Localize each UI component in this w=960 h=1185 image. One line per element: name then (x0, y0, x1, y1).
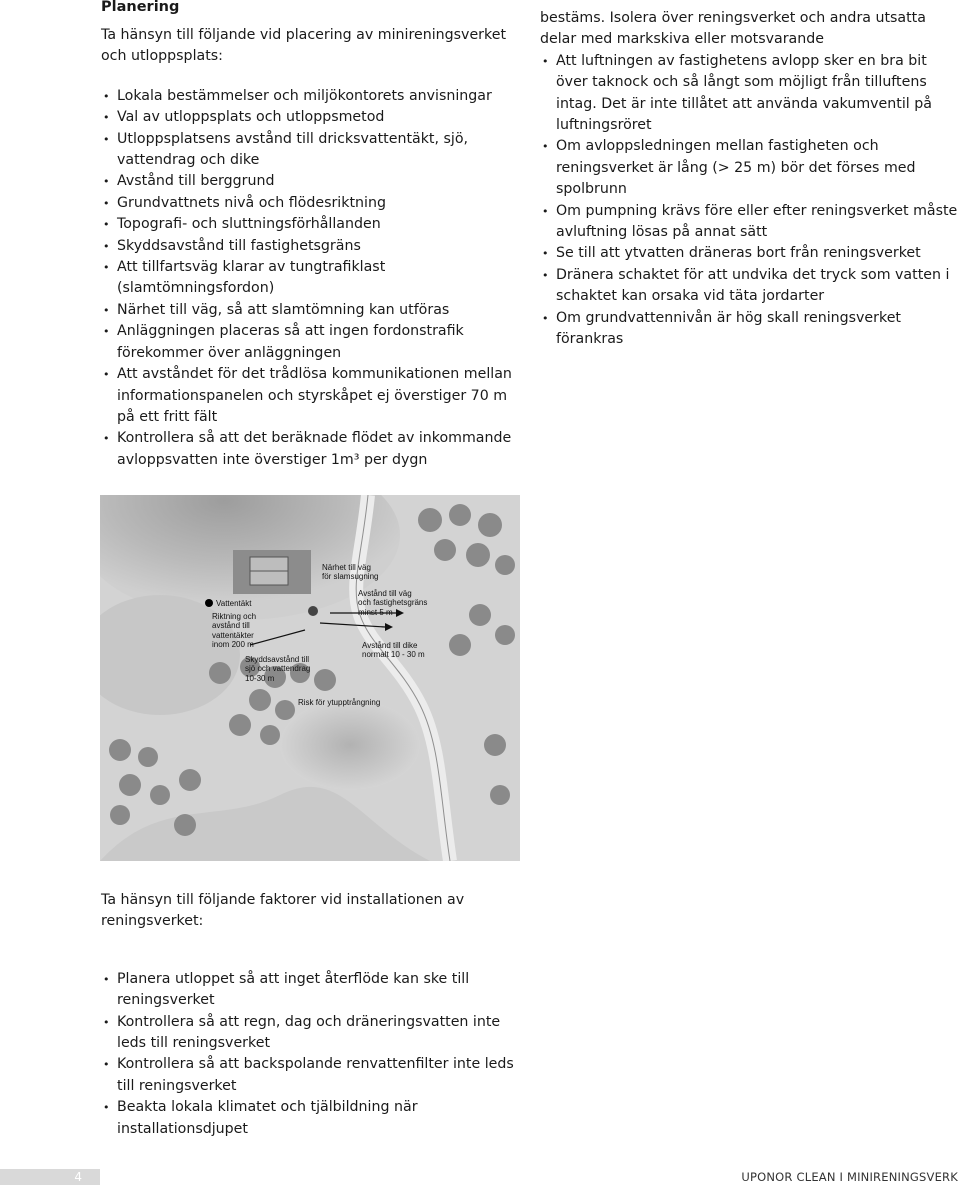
site-map (100, 495, 520, 861)
list-item: • Utloppsplatsens avstånd till dricksvattentäkt, sjö, vattendrag och dike (101, 129, 521, 172)
page-number: 4 (0, 1169, 100, 1185)
planning-list (101, 86, 521, 471)
section-title: Planering (101, 0, 180, 15)
installation-section (101, 890, 531, 1140)
well-label: Vattentäkt (216, 599, 252, 608)
road-distance-label: Närhet till väg för slamsugning (322, 563, 379, 582)
right-column (540, 8, 960, 351)
list-item: • Skyddsavstånd till fastighetsgräns (101, 236, 521, 257)
ditch-distance-label: Avstånd till dike normalt 10 - 30 m (362, 641, 425, 660)
install-intro: Ta hänsyn till följande faktorer vid installationen av reningsverket: (101, 892, 465, 930)
boundary-distance-label: Avstånd till väg och fastighetsgräns minst 5 m (358, 589, 428, 617)
list-item: • Kontrollera så att regn, dag och dräneringsvatten inte leds till reningsverket (101, 1012, 531, 1055)
continuation-text: bestäms. Isolera över reningsverket och andra utsatta delar med markskiva eller motsvarande (540, 10, 926, 48)
list-item: • Anläggningen placeras så att ingen fordonstrafik förekommer över anläggningen (101, 321, 521, 364)
intro-text: Ta hänsyn till följande vid placering av minireningsverket och utloppsplats: (101, 27, 507, 65)
list-item: • Val av utloppsplats och utloppsmetod (101, 107, 521, 128)
left-column (101, 0, 521, 471)
list-item: • Att tillfartsväg klarar av tungtrafiklast (slamtömningsfordon) (101, 257, 521, 300)
list-item: • Se till att ytvatten dräneras bort från reningsverket (540, 243, 960, 264)
list-item: • Att luftningen av fastighetens avlopp sker en bra bit över taknock och så långt som möjligt från tilluftens intag. Det är inte tillåtet att använda vakumventil på luftningsröret (540, 51, 960, 137)
footer-brand: UPONOR CLEAN I MINIRENINGSVERK (741, 1170, 958, 1184)
list-item: • Topografi- och sluttningsförhållanden (101, 214, 521, 235)
well-direction-label: Riktning och avstånd till vattentäkter inom 200 m (212, 612, 257, 650)
lake-distance-label: Skyddsavstånd till sjö och vattendrag 10-30 m (245, 655, 311, 683)
list-item: • Om avloppsledningen mellan fastigheten och reningsverket är lång (> 25 m) bör det förses med spolbrunn (540, 136, 960, 200)
ventilation-list (540, 51, 960, 351)
uplift-risk-label: Risk för ytupptrångning (298, 698, 381, 707)
list-item: • Planera utloppet så att inget återflöde kan ske till reningsverket (101, 969, 531, 1012)
list-item: • Avstånd till berggrund (101, 171, 521, 192)
list-item: • Dränera schaktet för att undvika det tryck som vatten i schaktet kan orsaka vid täta jordarter (540, 265, 960, 308)
list-item: • Om pumpning krävs före eller efter reningsverket måste avluftning lösas på annat sätt (540, 201, 960, 244)
list-item: • Grundvattnets nivå och flödesriktning (101, 193, 521, 214)
list-item: • Att avståndet för det trådlösa kommunikationen mellan informationspanelen och styrskåpet ej överstiger 70 m på ett fritt fält (101, 364, 521, 428)
list-item: • Närhet till väg, så att slamtömning kan utföras (101, 300, 521, 321)
installation-list (101, 969, 531, 1140)
list-item: • Kontrollera så att backspolande renvattenfilter inte leds till reningsverket (101, 1054, 531, 1097)
list-item: • Beakta lokala klimatet och tjälbildning när installationsdjupet (101, 1097, 531, 1140)
list-item: • Om grundvattennivån är hög skall reningsverket förankras (540, 308, 960, 351)
list-item: • Lokala bestämmelser och miljökontorets anvisningar (101, 86, 521, 107)
list-item: • Kontrollera så att det beräknade flödet av inkommande avloppsvatten inte överstiger 1m³ per dygn (101, 428, 521, 471)
